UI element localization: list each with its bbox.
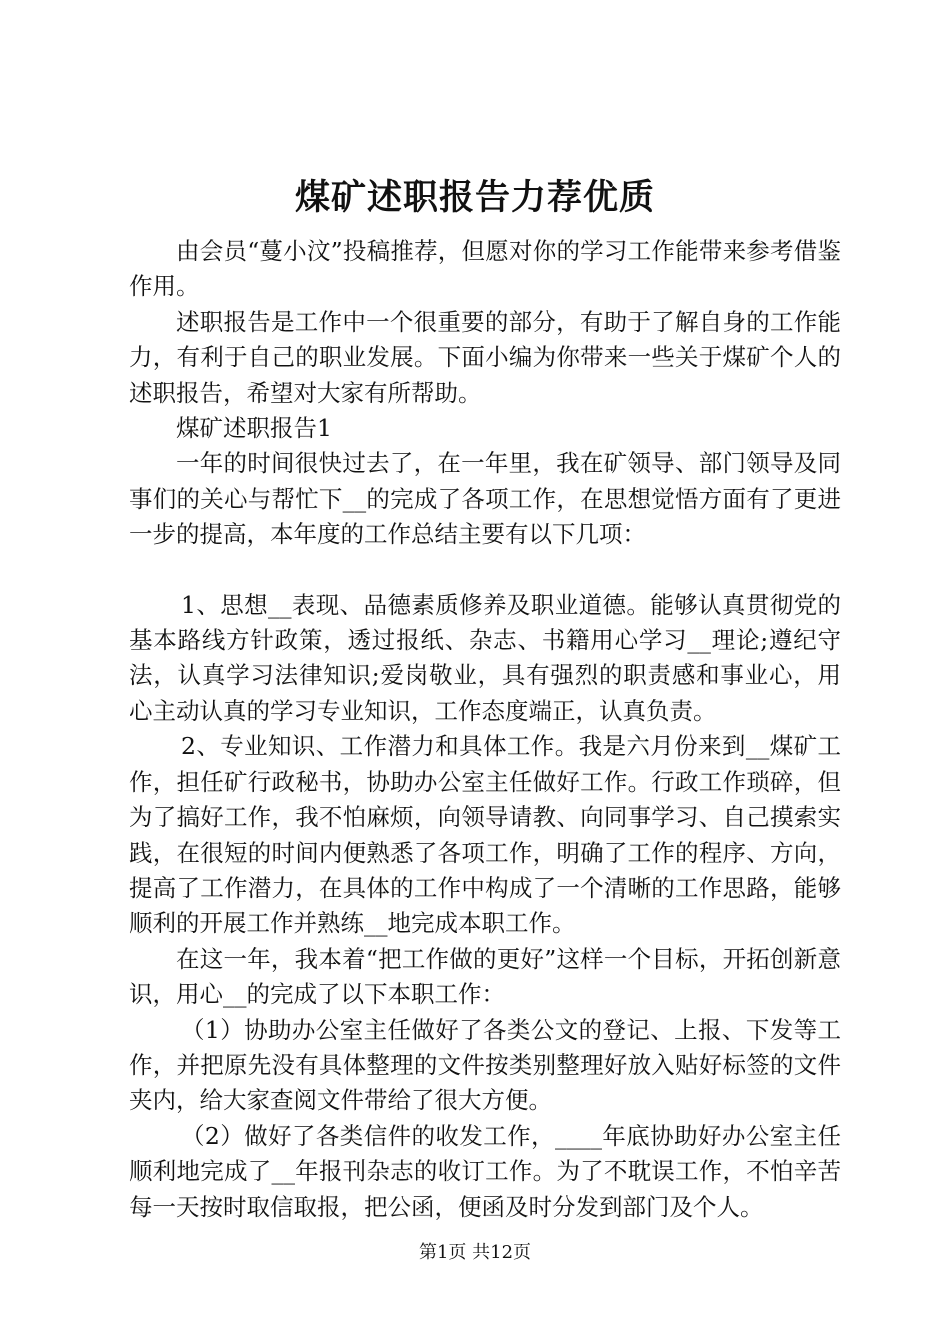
section-heading: 煤矿述职报告1 <box>176 414 332 443</box>
document-title: 煤矿述职报告力荐优质 <box>294 177 655 218</box>
item-2-paragraph: 2、专业知识、工作潜力和具体工作。我是六月份来到__煤矿工作，担任矿行政秘书，协助办公室主任做好工作。行政工作琐碎，但为了搞好工作，我不怕麻烦，向领导请教、向同事学习、自己摸索实践，在很短的时间内便熟悉了各项工作，明确了工作的程序、方向，提高了工作潜力，在具体的工作中构成了一个清晰的工作思路，能够顺利的开展工作并熟练__地完成本职工作。 <box>129 732 841 938</box>
intro-note-paragraph: 由会员“蔓小汶”投稿推荐，但愿对你的学习工作能带来参考借鉴作用。 <box>129 237 841 301</box>
item-1-paragraph: 1、思想__表现、品德素质修养及职业道德。能够认真贯彻党的基本路线方针政策，透过报纸、杂志、书籍用心学习__理论;遵纪守法，认真学习法律知识;爱岗敬业，具有强烈的职责感和事业心，用心主动认真的学习专业知识，工作态度端正，认真负责。 <box>129 590 841 725</box>
intro-paragraph: 述职报告是工作中一个很重要的部分，有助于了解自身的工作能力，有利于自己的职业发展。下面小编为你带来一些关于煤矿个人的述职报告，希望对大家有所帮助。 <box>129 307 841 407</box>
sub-item-1-paragraph: （1）协助办公室主任做好了各类公文的登记、上报、下发等工作，并把原先没有具体整理的文件按类别整理好放入贴好标签的文件夹内，给大家查阅文件带给了很大方便。 <box>129 1015 841 1115</box>
page-footer: 第1页 共12页 <box>418 1242 532 1263</box>
opening-paragraph: 一年的时间很快过去了，在一年里，我在矿领导、部门领导及同事们的关心与帮忙下__的完成了各项工作，在思想觉悟方面有了更进一步的提高，本年度的工作总结主要有以下几项： <box>129 449 841 549</box>
document-body <box>129 234 841 1225</box>
sub-item-2-paragraph: （2）做好了各类信件的收发工作，____年底协助好办公室主任顺利地完成了__年报刊杂志的收订工作。为了不耽误工作，不怕辛苦每一天按时取信取报，把公函，便函及时分发到部门及个人。 <box>129 1121 841 1221</box>
goal-paragraph: 在这一年，我本着“把工作做的更好”这样一个目标，开拓创新意识，用心__的完成了以下本职工作： <box>129 944 841 1009</box>
